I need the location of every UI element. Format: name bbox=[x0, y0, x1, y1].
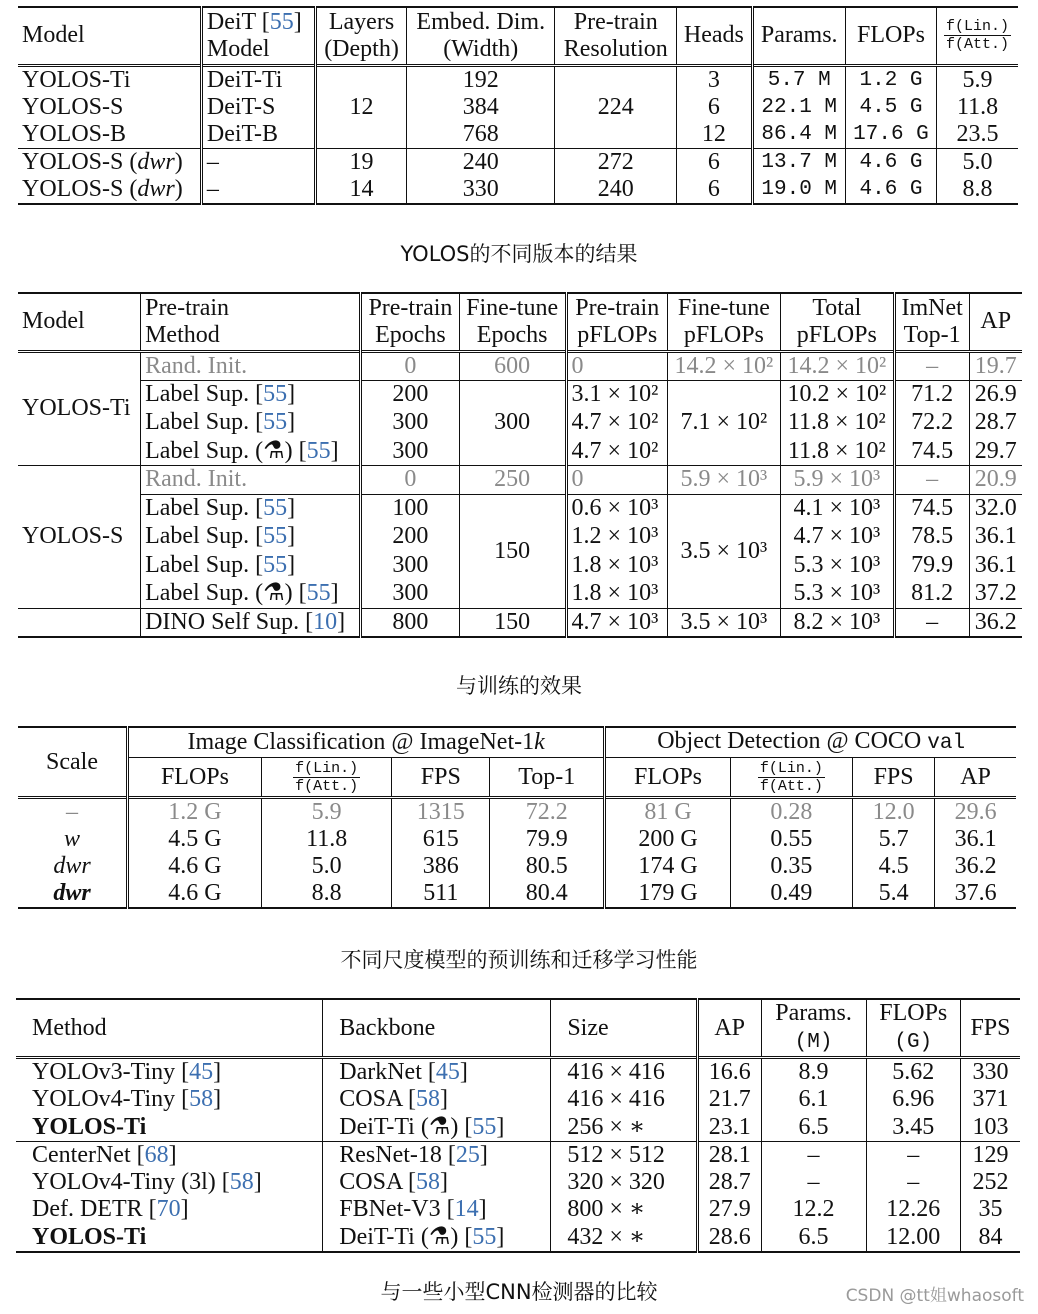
table-row bbox=[16, 1169, 1020, 1197]
t4-ap: 28.6 bbox=[697, 1224, 761, 1252]
t1-flops: 17.6 G bbox=[845, 121, 936, 149]
t4-flops: – bbox=[866, 1169, 960, 1197]
t4-h-ap: AP bbox=[697, 999, 761, 1058]
t3-ic-ratio: 8.8 bbox=[261, 880, 391, 908]
table-row bbox=[18, 826, 1016, 853]
t1-embed: 192 bbox=[407, 65, 555, 94]
t1-res: 224 bbox=[555, 94, 677, 121]
t2-ap: 19.7 bbox=[969, 351, 1022, 380]
t2-method: Rand. Init. bbox=[141, 466, 361, 495]
table4 bbox=[16, 998, 1020, 1253]
t1-flops: 1.2 G bbox=[845, 65, 936, 94]
t2-imnet: – bbox=[894, 608, 969, 637]
t1-heads: 6 bbox=[677, 148, 752, 176]
t2-pte: 300 bbox=[361, 409, 459, 438]
t2-pte: 300 bbox=[361, 580, 459, 609]
t2-fte: 150 bbox=[459, 494, 566, 608]
t2-ftf: 3.5 × 10³ bbox=[667, 494, 780, 608]
t4-fps: 129 bbox=[960, 1141, 1020, 1169]
t2-ap: 32.0 bbox=[969, 494, 1022, 523]
table-row bbox=[18, 608, 1022, 637]
t3-h-ic-flops: FLOPs bbox=[128, 758, 262, 798]
t1-params: 86.4 M bbox=[752, 121, 845, 149]
t3-top1: 80.5 bbox=[490, 853, 605, 880]
t4-method: YOLOS-Ti bbox=[32, 1113, 147, 1140]
t1-deit: DeiT-B bbox=[201, 121, 315, 149]
t1-h-embed: Embed. Dim. (Width) bbox=[407, 7, 555, 65]
t2-imnet: 72.2 bbox=[894, 409, 969, 438]
t1-model: YOLOS-S (dwr) bbox=[22, 148, 183, 175]
t1-ratio: 8.8 bbox=[937, 176, 1018, 204]
t3-ic-flops: 1.2 G bbox=[128, 798, 262, 827]
t4-fps: 103 bbox=[960, 1114, 1020, 1142]
t4-backbone: DeiT-Ti (⚗) [55] bbox=[323, 1224, 551, 1252]
t4-params: – bbox=[761, 1169, 866, 1197]
t4-fps: 371 bbox=[960, 1086, 1020, 1114]
t1-model: YOLOS-Ti bbox=[22, 66, 131, 93]
t4-flops: 12.00 bbox=[866, 1224, 960, 1252]
table-row bbox=[18, 853, 1016, 880]
table-row bbox=[16, 1114, 1020, 1142]
t3-scale: dwr bbox=[53, 853, 91, 879]
t4-params: 6.5 bbox=[761, 1114, 866, 1142]
t2-tot: 8.2 × 10³ bbox=[780, 608, 894, 637]
t3-ic-fps: 386 bbox=[392, 853, 490, 880]
t1-layers bbox=[315, 65, 406, 94]
t2-method: Label Sup. [55] bbox=[141, 380, 361, 409]
t4-ap: 28.1 bbox=[697, 1141, 761, 1169]
t2-ftf: 3.5 × 10³ bbox=[667, 608, 780, 637]
t2-pte: 200 bbox=[361, 380, 459, 409]
t4-params: 6.1 bbox=[761, 1086, 866, 1114]
t3-od-flops: 81 G bbox=[605, 798, 731, 827]
t2-ptf: 0.6 × 10³ bbox=[566, 494, 667, 523]
t2-ftf: 7.1 × 10² bbox=[667, 380, 780, 466]
t1-deit: – bbox=[201, 148, 315, 176]
t2-imnet: 79.9 bbox=[894, 551, 969, 580]
t1-model: YOLOS-S bbox=[22, 93, 124, 120]
t1-ratio: 5.0 bbox=[937, 148, 1018, 176]
t4-ap: 28.7 bbox=[697, 1169, 761, 1197]
t2-ap: 26.9 bbox=[969, 380, 1022, 409]
t2-h-ptf: Pre-train pFLOPs bbox=[566, 293, 667, 351]
t4-h-flops: FLOPs (G) bbox=[866, 999, 960, 1058]
t2-ptf: 1.8 × 10³ bbox=[566, 580, 667, 609]
t3-scale: – bbox=[66, 799, 78, 825]
t3-scale: dwr bbox=[53, 880, 91, 906]
t4-h-size: Size bbox=[551, 999, 698, 1058]
t1-params: 5.7 M bbox=[752, 65, 845, 94]
t3-ap: 29.6 bbox=[935, 798, 1016, 827]
watermark: CSDN @tt姐whaosoft bbox=[845, 1286, 1024, 1306]
t4-backbone: COSA [58] bbox=[323, 1086, 551, 1114]
t2-ap: 36.2 bbox=[969, 608, 1022, 637]
t1-layers: 14 bbox=[315, 176, 406, 204]
t4-backbone: ResNet-18 [25] bbox=[323, 1141, 551, 1169]
t4-h-params: Params. (M) bbox=[761, 999, 866, 1058]
t4-ap: 27.9 bbox=[697, 1196, 761, 1224]
t2-h-imnet: ImNet Top-1 bbox=[894, 293, 969, 351]
t4-h-method: Method bbox=[32, 1014, 107, 1041]
t1-res bbox=[555, 121, 677, 149]
t2-method: Label Sup. [55] bbox=[141, 523, 361, 552]
table1 bbox=[18, 6, 1018, 205]
t3-scale: w bbox=[63, 826, 80, 852]
t2-pte: 200 bbox=[361, 523, 459, 552]
table-row bbox=[18, 148, 1018, 176]
t4-backbone: DarkNet [45] bbox=[323, 1058, 551, 1087]
table-row bbox=[18, 798, 1016, 827]
t1-embed: 240 bbox=[407, 148, 555, 176]
t2-tot: 10.2 × 10² bbox=[780, 380, 894, 409]
t4-fps: 252 bbox=[960, 1169, 1020, 1197]
t4-params: 6.5 bbox=[761, 1224, 866, 1252]
t2-tot: 14.2 × 10² bbox=[780, 351, 894, 380]
t2-ptf: 4.7 × 10² bbox=[566, 409, 667, 438]
t3-h-ic-ratio: $\frac{\text{f(Lin.)}}{\text{f(Att.)}}$ bbox=[261, 758, 391, 798]
t2-h-ftf: Fine-tune pFLOPs bbox=[667, 293, 780, 351]
table-row bbox=[18, 65, 1018, 94]
t3-h-ic: Image Classification @ ImageNet-1k bbox=[128, 727, 605, 758]
t1-heads: 6 bbox=[677, 94, 752, 121]
t4-method: YOLOv4-Tiny (3l) [58] bbox=[32, 1168, 262, 1195]
t2-ap: 36.1 bbox=[969, 551, 1022, 580]
t1-layers bbox=[315, 121, 406, 149]
t1-heads: 12 bbox=[677, 121, 752, 149]
t2-imnet: 81.2 bbox=[894, 580, 969, 609]
t4-method: CenterNet [68] bbox=[32, 1141, 177, 1168]
t3-h-od-flops: FLOPs bbox=[605, 758, 731, 798]
t3-od-flops: 179 G bbox=[605, 880, 731, 908]
t2-tot: 11.8 × 10² bbox=[780, 409, 894, 438]
t2-imnet: 78.5 bbox=[894, 523, 969, 552]
t2-tot: 4.7 × 10³ bbox=[780, 523, 894, 552]
t2-pte: 0 bbox=[361, 351, 459, 380]
t4-flops: 3.45 bbox=[866, 1114, 960, 1142]
t2-tot: 4.1 × 10³ bbox=[780, 494, 894, 523]
t2-ap: 36.1 bbox=[969, 523, 1022, 552]
t4-ap: 16.6 bbox=[697, 1058, 761, 1087]
table-row bbox=[16, 1086, 1020, 1114]
t3-h-od-fps: FPS bbox=[853, 758, 935, 798]
t4-h-fps: FPS bbox=[960, 999, 1020, 1058]
t3-h-scale: Scale bbox=[46, 748, 98, 775]
t1-h-ratio: $\frac{\text{f(Lin.)}}{\text{f(Att.)}}$ bbox=[937, 7, 1018, 65]
t2-model: YOLOS-Ti bbox=[22, 395, 131, 422]
t2-fte: 250 bbox=[459, 466, 566, 495]
t3-top1: 79.9 bbox=[490, 826, 605, 853]
t2-imnet: 74.5 bbox=[894, 494, 969, 523]
t3-ic-flops: 4.6 G bbox=[128, 880, 262, 908]
t4-params: 8.9 bbox=[761, 1058, 866, 1087]
t4-size: 320 × 320 bbox=[551, 1169, 698, 1197]
t2-imnet: 74.5 bbox=[894, 437, 969, 466]
t4-h-backbone: Backbone bbox=[323, 999, 551, 1058]
t2-ptf: 1.8 × 10³ bbox=[566, 551, 667, 580]
t1-h-pretrain: Pre-train Resolution bbox=[555, 7, 677, 65]
t2-ptf: 0 bbox=[566, 351, 667, 380]
t4-size: 800 × ∗ bbox=[551, 1196, 698, 1224]
t1-ratio: 23.5 bbox=[937, 121, 1018, 149]
t4-size: 432 × ∗ bbox=[551, 1224, 698, 1252]
caption-4: 与一些小型CNN检测器的比较 bbox=[380, 1280, 658, 1304]
t3-ic-ratio: 11.8 bbox=[261, 826, 391, 853]
t4-flops: – bbox=[866, 1141, 960, 1169]
table-pretrain-effect bbox=[0, 292, 1038, 638]
t2-pte: 0 bbox=[361, 466, 459, 495]
t4-params: 12.2 bbox=[761, 1196, 866, 1224]
t2-method: Label Sup. [55] bbox=[141, 409, 361, 438]
t4-fps: 330 bbox=[960, 1058, 1020, 1087]
t1-flops: 4.6 G bbox=[845, 148, 936, 176]
t4-size: 256 × ∗ bbox=[551, 1114, 698, 1142]
t3-h-ic-fps: FPS bbox=[392, 758, 490, 798]
t3-ap: 36.2 bbox=[935, 853, 1016, 880]
t3-ic-fps: 511 bbox=[392, 880, 490, 908]
t3-od-flops: 174 G bbox=[605, 853, 731, 880]
t3-ic-flops: 4.5 G bbox=[128, 826, 262, 853]
t4-ap: 23.1 bbox=[697, 1114, 761, 1142]
t1-model: YOLOS-B bbox=[22, 120, 127, 147]
t1-flops: 4.5 G bbox=[845, 94, 936, 121]
t2-tot: 11.8 × 10² bbox=[780, 437, 894, 466]
t1-ratio: 11.8 bbox=[937, 94, 1018, 121]
table-scaling bbox=[0, 726, 1038, 909]
t2-method: Label Sup. (⚗) [55] bbox=[141, 580, 361, 609]
t2-ap: 20.9 bbox=[969, 466, 1022, 495]
table-row bbox=[18, 466, 1022, 495]
t4-method: YOLOv4-Tiny [58] bbox=[32, 1086, 222, 1113]
t3-h-od: Object Detection @ COCO val bbox=[605, 727, 1016, 758]
t2-tot: 5.3 × 10³ bbox=[780, 551, 894, 580]
t2-ptf: 4.7 × 10² bbox=[566, 437, 667, 466]
t1-h-deit: DeiT [55] Model bbox=[201, 7, 315, 65]
t3-ap: 36.1 bbox=[935, 826, 1016, 853]
t2-fte: 300 bbox=[459, 380, 566, 466]
t3-od-flops: 200 G bbox=[605, 826, 731, 853]
table-row bbox=[18, 494, 1022, 523]
t4-flops: 12.26 bbox=[866, 1196, 960, 1224]
t1-params: 19.0 M bbox=[752, 176, 845, 204]
t3-top1: 72.2 bbox=[490, 798, 605, 827]
t3-od-fps: 4.5 bbox=[853, 853, 935, 880]
t3-ap: 37.6 bbox=[935, 880, 1016, 908]
t2-fte: 600 bbox=[459, 351, 566, 380]
t3-od-fps: 5.4 bbox=[853, 880, 935, 908]
t2-pte: 800 bbox=[361, 608, 459, 637]
t4-flops: 5.62 bbox=[866, 1058, 960, 1087]
t3-ic-fps: 1315 bbox=[392, 798, 490, 827]
t2-imnet: 71.2 bbox=[894, 380, 969, 409]
table-row bbox=[18, 380, 1022, 409]
t1-deit: – bbox=[201, 176, 315, 204]
t1-model: YOLOS-S (dwr) bbox=[22, 175, 183, 202]
t3-ic-fps: 615 bbox=[392, 826, 490, 853]
t1-embed: 768 bbox=[407, 121, 555, 149]
t2-method: DINO Self Sup. [10] bbox=[141, 608, 361, 637]
t2-method: Label Sup. (⚗) [55] bbox=[141, 437, 361, 466]
t2-h-pte: Pre-train Epochs bbox=[361, 293, 459, 351]
t1-embed: 330 bbox=[407, 176, 555, 204]
t1-h-layers: Layers (Depth) bbox=[315, 7, 406, 65]
table-row bbox=[18, 880, 1016, 908]
t2-ap: 37.2 bbox=[969, 580, 1022, 609]
t3-h-top1: Top-1 bbox=[490, 758, 605, 798]
table-row bbox=[16, 1196, 1020, 1224]
t2-model bbox=[18, 608, 141, 637]
table-row bbox=[18, 351, 1022, 380]
t1-flops: 4.6 G bbox=[845, 176, 936, 204]
t2-pte: 300 bbox=[361, 551, 459, 580]
t4-ap: 21.7 bbox=[697, 1086, 761, 1114]
table-row bbox=[18, 121, 1018, 149]
table-row bbox=[16, 1141, 1020, 1169]
t4-params: – bbox=[761, 1141, 866, 1169]
t1-layers: 12 bbox=[315, 94, 406, 121]
t1-h-model: Model bbox=[22, 22, 85, 49]
t4-fps: 84 bbox=[960, 1224, 1020, 1252]
t1-ratio: 5.9 bbox=[937, 65, 1018, 94]
caption-1: YOLOS的不同版本的结果 bbox=[400, 242, 638, 266]
t1-res: 240 bbox=[555, 176, 677, 204]
t1-embed: 384 bbox=[407, 94, 555, 121]
t2-ptf: 1.2 × 10³ bbox=[566, 523, 667, 552]
t2-method: Rand. Init. bbox=[141, 351, 361, 380]
t4-backbone: FBNet-V3 [14] bbox=[323, 1196, 551, 1224]
t2-ptf: 3.1 × 10² bbox=[566, 380, 667, 409]
t4-size: 416 × 416 bbox=[551, 1086, 698, 1114]
t2-ftf: 14.2 × 10² bbox=[667, 351, 780, 380]
t4-backbone: DeiT-Ti (⚗) [55] bbox=[323, 1114, 551, 1142]
t3-ic-ratio: 5.9 bbox=[261, 798, 391, 827]
t2-h-fte: Fine-tune Epochs bbox=[459, 293, 566, 351]
t1-heads: 6 bbox=[677, 176, 752, 204]
t3-h-od-ratio: $\frac{\text{f(Lin.)}}{\text{f(Att.)}}$ bbox=[730, 758, 852, 798]
t2-ptf: 4.7 × 10³ bbox=[566, 608, 667, 637]
t2-ap: 28.7 bbox=[969, 409, 1022, 438]
t3-h-ap: AP bbox=[935, 758, 1016, 798]
t2-fte: 150 bbox=[459, 608, 566, 637]
table-small-cnn bbox=[0, 998, 1038, 1253]
t1-h-flops: FLOPs bbox=[845, 7, 936, 65]
t4-flops: 6.96 bbox=[866, 1086, 960, 1114]
t4-size: 416 × 416 bbox=[551, 1058, 698, 1087]
t1-heads: 3 bbox=[677, 65, 752, 94]
t2-ap: 29.7 bbox=[969, 437, 1022, 466]
t1-h-params: Params. bbox=[752, 7, 845, 65]
t4-method: YOLOv3-Tiny [45] bbox=[32, 1059, 222, 1085]
t4-method: Def. DETR [70] bbox=[32, 1196, 189, 1223]
t2-tot: 5.3 × 10³ bbox=[780, 580, 894, 609]
t1-res bbox=[555, 65, 677, 94]
table-row bbox=[18, 176, 1018, 204]
t2-model: YOLOS-S bbox=[22, 523, 124, 550]
t2-h-tot: Total pFLOPs bbox=[780, 293, 894, 351]
t2-ptf: 0 bbox=[566, 466, 667, 495]
t2-h-ap: AP bbox=[969, 293, 1022, 351]
t3-od-ratio: 0.49 bbox=[730, 880, 852, 908]
t2-imnet: – bbox=[894, 466, 969, 495]
t1-params: 22.1 M bbox=[752, 94, 845, 121]
t4-fps: 35 bbox=[960, 1196, 1020, 1224]
table-row bbox=[16, 1224, 1020, 1252]
t2-method: Label Sup. [55] bbox=[141, 494, 361, 523]
t3-od-ratio: 0.35 bbox=[730, 853, 852, 880]
caption-3: 不同尺度模型的预训练和迁移学习性能 bbox=[340, 948, 698, 972]
t3-od-fps: 12.0 bbox=[853, 798, 935, 827]
t1-params: 13.7 M bbox=[752, 148, 845, 176]
t2-h-model: Model bbox=[22, 308, 85, 335]
t4-method: YOLOS-Ti bbox=[32, 1223, 147, 1250]
t1-layers: 19 bbox=[315, 148, 406, 176]
t4-backbone: COSA [58] bbox=[323, 1169, 551, 1197]
table-row bbox=[18, 94, 1018, 121]
t3-ic-ratio: 5.0 bbox=[261, 853, 391, 880]
t2-pte: 300 bbox=[361, 437, 459, 466]
table3 bbox=[18, 726, 1016, 909]
t1-deit: DeiT-S bbox=[201, 94, 315, 121]
caption-2: 与训练的效果 bbox=[456, 674, 582, 698]
t2-pte: 100 bbox=[361, 494, 459, 523]
t1-h-heads: Heads bbox=[677, 7, 752, 65]
table-yolos-variants bbox=[0, 6, 1038, 205]
t2-h-method: Pre-train Method bbox=[141, 293, 361, 351]
table2 bbox=[18, 292, 1022, 638]
table-row bbox=[16, 1058, 1020, 1087]
t4-size: 512 × 512 bbox=[551, 1141, 698, 1169]
t3-ic-flops: 4.6 G bbox=[128, 853, 262, 880]
t1-deit: DeiT-Ti bbox=[201, 65, 315, 94]
t2-imnet: – bbox=[894, 351, 969, 380]
t3-od-ratio: 0.28 bbox=[730, 798, 852, 827]
t3-od-fps: 5.7 bbox=[853, 826, 935, 853]
t3-top1: 80.4 bbox=[490, 880, 605, 908]
t2-ftf: 5.9 × 10³ bbox=[667, 466, 780, 495]
t3-od-ratio: 0.55 bbox=[730, 826, 852, 853]
t2-tot: 5.9 × 10³ bbox=[780, 466, 894, 495]
t2-method: Label Sup. [55] bbox=[141, 551, 361, 580]
t1-res: 272 bbox=[555, 148, 677, 176]
